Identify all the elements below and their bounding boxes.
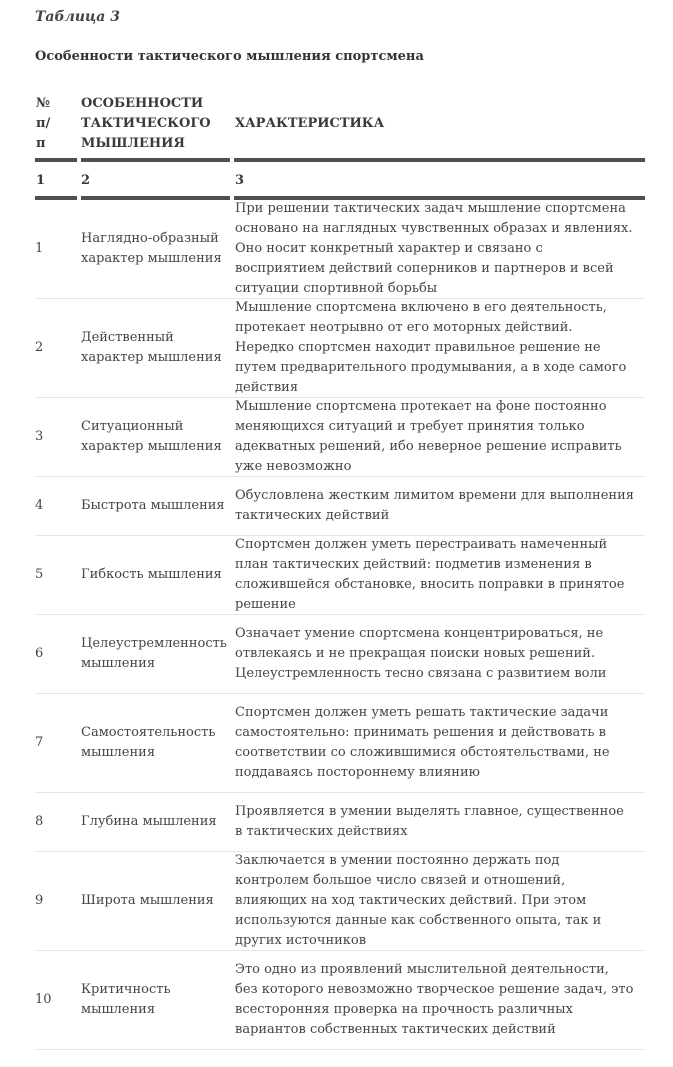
row-feature: Целеустремленность мышления — [81, 636, 227, 671]
table-row — [35, 200, 645, 299]
row-number: 6 — [35, 646, 44, 661]
row-feature: Ситуационный характер мышления — [81, 419, 222, 454]
header-feature: ОСОБЕННОСТИ ТАКТИЧЕСКОГО МЫШЛЕНИЯ — [81, 96, 211, 151]
column-gap — [230, 158, 234, 162]
row-description: Проявляется в умении выделять главное, существенное в тактических действиях — [235, 804, 624, 839]
header-number: № п/ п — [36, 96, 51, 151]
column-number-3: 3 — [235, 173, 245, 188]
row-description: Спортсмен должен уметь перестраивать намеченный план тактических действий: подметив изменения в сложившейся обстановке, вносить поправки в принятое решение — [235, 537, 625, 612]
table-row — [35, 694, 645, 793]
table-title: Особенности тактического мышления спортсмена — [35, 49, 424, 64]
row-number: 7 — [35, 735, 44, 750]
row-feature: Действенный характер мышления — [81, 330, 222, 365]
header-characteristic: ХАРАКТЕРИСТИКА — [235, 116, 385, 131]
row-feature: Самостоятельность мышления — [81, 725, 216, 760]
table-row — [35, 398, 645, 477]
table-caption: Таблица 3 — [35, 9, 120, 25]
column-number-2: 2 — [81, 173, 91, 188]
table-row — [35, 615, 645, 694]
row-description: Обусловлена жестким лимитом времени для выполнения тактических действий — [235, 488, 634, 523]
row-feature: Критичность мышления — [81, 982, 171, 1017]
row-description: При решении тактических задач мышление спортсмена основано на наглядных чувственных образах и явлениях. Оно носит конкретный характер и связано с восприятием действий соперников и партнеров и всей ситуации спортивной борьбы — [235, 201, 633, 296]
table-row — [35, 477, 645, 536]
row-feature: Широта мышления — [81, 893, 214, 908]
row-number: 1 — [35, 241, 44, 256]
row-number: 8 — [35, 814, 44, 829]
row-number: 4 — [35, 498, 44, 513]
column-number-1: 1 — [36, 173, 46, 188]
row-description: Спортсмен должен уметь решать тактические задачи самостоятельно: принимать решения и действовать в соответствии со сложившимися обстоятельствами, не поддаваясь постороннему влиянию — [235, 705, 610, 780]
row-number: 5 — [35, 567, 44, 582]
row-number: 9 — [35, 893, 44, 908]
row-description: Заключается в умении постоянно держать под контролем большое число связей и отношений, влияющих на ход тактических действий. При этом используются данные как собственного опыта, так и других источников — [235, 853, 602, 948]
row-description: Означает умение спортсмена концентрироваться, не отвлекаясь и не прекращая поиски новых решений. Целеустремленность тесно связана с развитием воли — [235, 626, 607, 681]
row-description: Это одно из проявлений мыслительной деятельности, без которого невозможно творческое решение задач, это всесторонняя проверка на прочность различных вариантов собственных тактических действий — [235, 962, 634, 1037]
row-number: 3 — [35, 429, 44, 444]
row-feature: Глубина мышления — [81, 814, 217, 829]
table-row — [35, 299, 645, 398]
header-divider — [35, 158, 645, 162]
row-description: Мышление спортсмена включено в его деятельность, протекает неотрывно от его моторных действий. Нередко спортсмен находит правильное решение не путем предварительного продумывания, а в ходе самого действия — [235, 300, 627, 395]
row-feature: Наглядно-образный характер мышления — [81, 231, 222, 266]
table-row — [35, 951, 645, 1050]
row-number: 10 — [35, 992, 52, 1007]
table-row — [35, 536, 645, 615]
row-feature: Быстрота мышления — [81, 498, 225, 513]
row-number: 2 — [35, 340, 44, 355]
row-feature: Гибкость мышления — [81, 567, 222, 582]
table-row — [35, 852, 645, 951]
table-row — [35, 793, 645, 852]
row-description: Мышление спортсмена протекает на фоне постоянно меняющихся ситуаций и требует принятия только адекватных решений, ибо неверное решение исправить уже невозможно — [235, 399, 622, 474]
column-gap — [77, 158, 81, 162]
